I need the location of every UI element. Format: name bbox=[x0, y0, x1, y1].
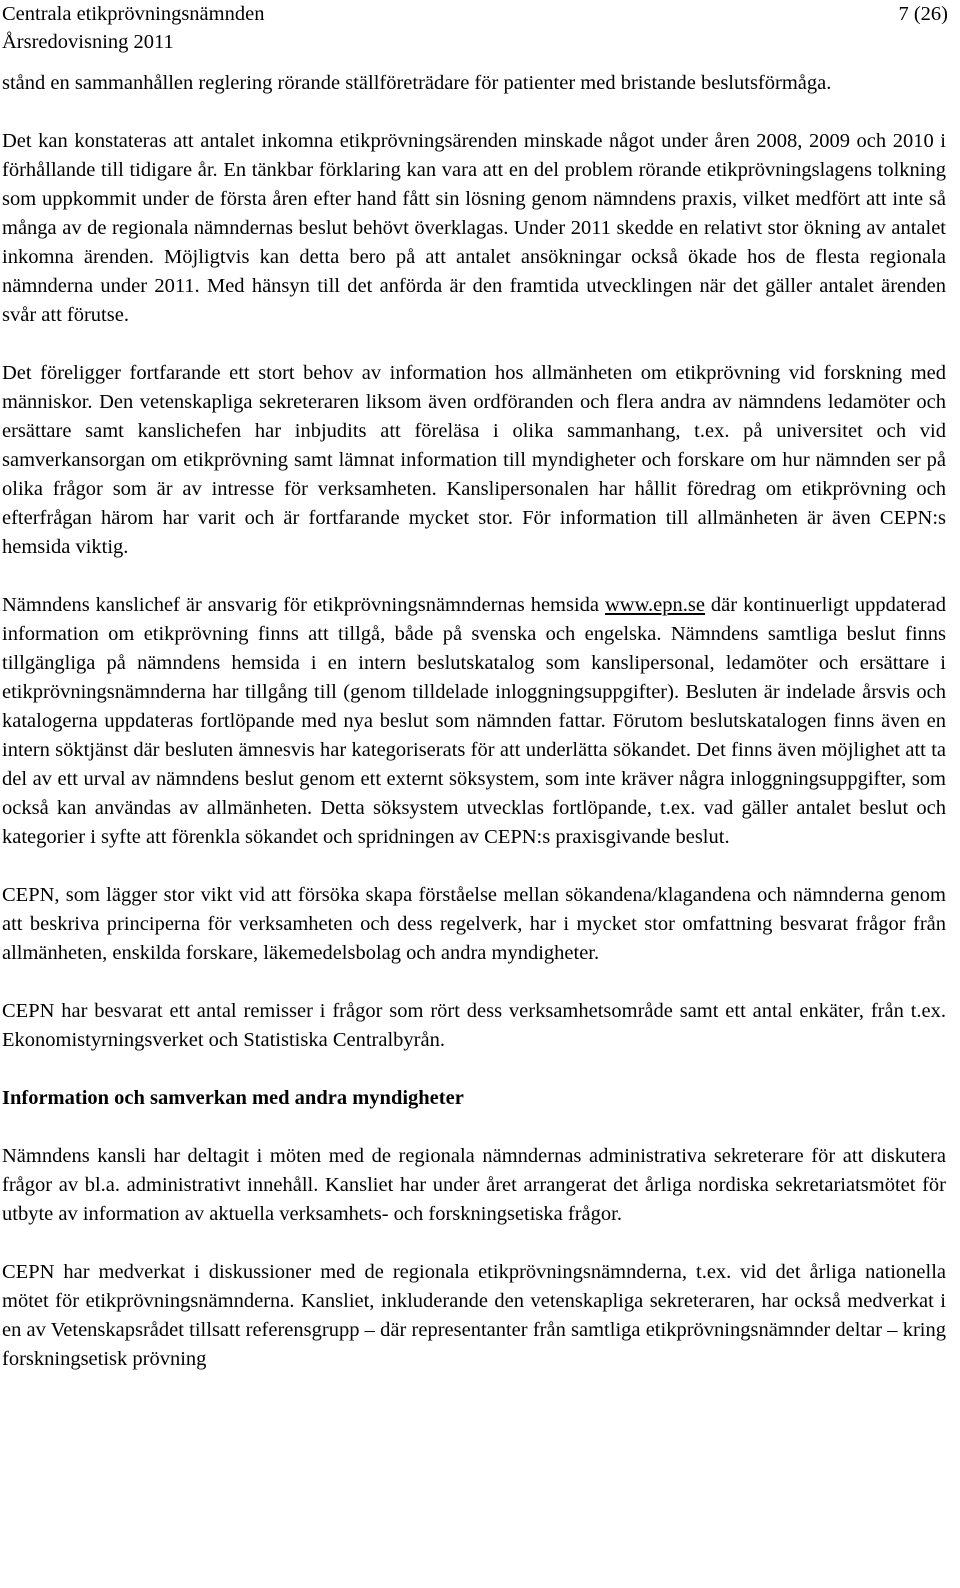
header-report-title: Årsredovisning 2011 bbox=[2, 31, 174, 53]
paragraph-8: CEPN har medverkat i diskussioner med de regionala etikprövningsnämnderna, t.ex. vid det årliga nationella mötet för etikprövningsnämnderna. Kansliet, inkluderande den vetenskapliga sekreteraren, har också medverkat i en av Vetenskapsrådet tillsatt referensgrupp – där representanter från samtliga etikprövningsnämnder deltar – kring forskningsetisk prövning bbox=[2, 1261, 946, 1370]
paragraph-6: CEPN har besvarat ett antal remisser i frågor som rört dess verksamhetsområde samt ett antal enkäter, från t.ex. Ekonomistyrningsverket och Statistiska Centralbyrån. bbox=[2, 1000, 946, 1051]
paragraph-4 bbox=[2, 591, 946, 852]
page-number: 7 (26) bbox=[898, 3, 948, 25]
page-header bbox=[2, 0, 948, 56]
paragraph-2: Det kan konstateras att antalet inkomna etikprövningsärenden minskade något under åren 2008, 2009 och 2010 i förhållande till tidigare år. En tänkbar förklaring kan vara att en del problem rörande etikprövningslagens tolkning som uppkommit under de första åren efter hand fått sin lösning genom nämndens praxis, vilket medfört att inte så många av de regionala nämndernas beslut behövt överklagas. Under 2011 skedde en relativt stor ökning av antalet inkomna ärenden. Möjligtvis kan detta bero på att antalet ansökningar också ökade hos de flesta regionala nämnderna under 2011. Med hänsyn till det anförda är den framtida utvecklingen när det gäller antalet ärenden svår att förutse. bbox=[2, 130, 946, 326]
section-heading: Information och samverkan med andra myndigheter bbox=[2, 1087, 464, 1109]
header-row-1 bbox=[2, 0, 948, 28]
paragraph-1: stånd en sammanhållen reglering rörande ställföreträdare för patienter med bristande beslutsförmåga. bbox=[2, 72, 832, 94]
document-body bbox=[2, 69, 946, 1403]
paragraph-5: CEPN, som lägger stor vikt vid att försöka skapa förståelse mellan sökandena/klagandena och nämnderna genom att beskriva principerna för verksamheten och dess regelverk, har i mycket stor omfattning besvarat frågor från allmänheten, enskilda forskare, läkemedelsbolag och andra myndigheter. bbox=[2, 884, 946, 964]
header-organization: Centrala etikprövningsnämnden bbox=[2, 3, 265, 25]
website-link[interactable]: www.epn.se bbox=[604, 594, 705, 616]
paragraph-7: Nämndens kansli har deltagit i möten med de regionala nämndernas administrativa sekreterare för att diskutera frågor av bl.a. administrativt innehåll. Kansliet har under året arrangerat det årliga nordiska sekretariatsmötet för utbyte av information av aktuella verksamhets- och forskningsetiska frågor. bbox=[2, 1145, 946, 1225]
paragraph-4-rest: där kontinuerligt uppdaterad information om etikprövning finns att tillgå, både på svenska och engelska. Nämndens samtliga beslut finns tillgängliga på nämndens hemsida i en intern beslutskatalog som kanslipersonal, ledamöter och ersättare i etikprövningsnämnderna har tillgång till (genom tilldelade inloggningsuppgifter). Besluten är indelade årsvis och katalogerna uppdateras fortlöpande med nya beslut som nämnden fattar. Förutom beslutskatalogen finns även en intern söktjänst där besluten ämnesvis har kategoriserats för att underlätta sökandet. Det finns även möjlighet att ta del av ett urval av nämndens beslut genom ett externt söksystem, som inte kräver några inloggningsuppgifter, som också kan användas av allmänheten. Detta söksystem utvecklas fortlöpande, t.ex. vad gäller antalet beslut och kategorier i syfte att förenkla sökandet och spridningen av CEPN:s praxisgivande beslut. bbox=[2, 594, 946, 848]
header-row-2 bbox=[2, 28, 948, 56]
paragraph-3: Det föreligger fortfarande ett stort behov av information hos allmänheten om etikprövning vid forskning med människor. Den vetenskapliga sekreteraren liksom även ordföranden och flera andra av nämndens ledamöter och ersättare samt kanslichefen har inbjudits att föreläsa i olika sammanhang, t.ex. på universitet och vid samverkansorgan om etikprövning samt lämnat information till myndigheter och forskare om hur nämnden ser på olika frågor som är av intresse för verksamheten. Kanslipersonalen har hållit föredrag om etikprövning och efterfrågan härom har varit och är fortfarande mycket stor. För information till allmänheten är även CEPN:s hemsida viktig. bbox=[2, 362, 946, 558]
paragraph-4-intro: Nämndens kanslichef är ansvarig för etikprövningsnämndernas hemsida bbox=[2, 594, 605, 616]
